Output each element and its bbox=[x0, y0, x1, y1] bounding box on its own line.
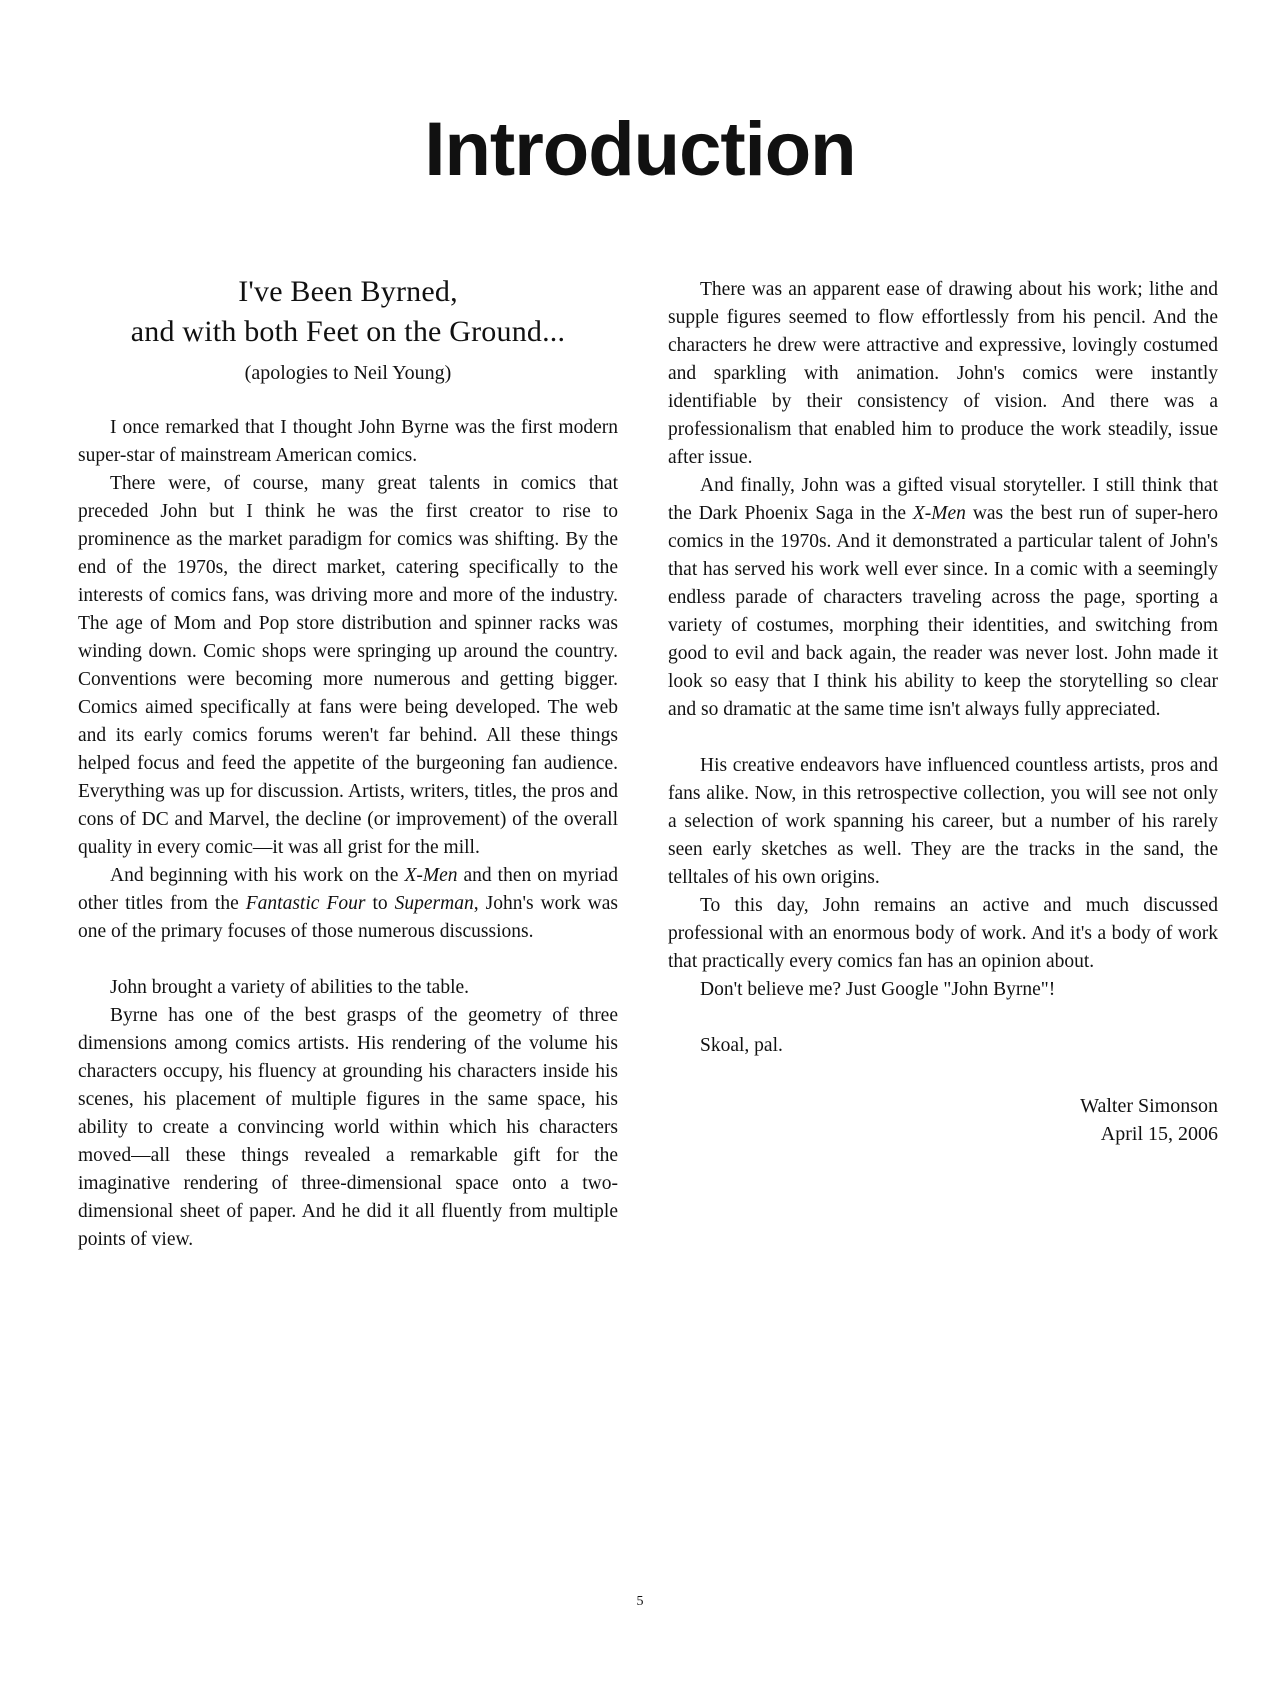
superman-title: Superman bbox=[394, 893, 474, 914]
page-title: Introduction bbox=[424, 107, 856, 192]
left-paragraph-3 bbox=[78, 862, 618, 946]
right-paragraph-1: There was an apparent ease of drawing about his work; lithe and supple figures seemed to flow effortlessly from his pencil. And the characters he drew were attractive and expressive, lovingly costumed and sparkling with animation. John's comics were instantly identifiable by their consistency of vision. And there was a professionalism that enabled him to produce the work steadily, issue after issue. bbox=[668, 279, 1218, 468]
right-column bbox=[668, 276, 1218, 1148]
left-paragraph-3-part-c: to bbox=[365, 893, 395, 914]
heading-subtitle: (apologies to Neil Young) bbox=[244, 362, 452, 384]
left-paragraph-4: John brought a variety of abilities to the table. bbox=[110, 977, 470, 998]
right-paragraph-2 bbox=[668, 472, 1218, 724]
right-paragraph-3: His creative endeavors have influenced countless artists, pros and fans alike. Now, in this retrospective collection, you will see not only a selection of work spanning his career, but a number of his rarely seen early sketches as well. They are the tracks in the sand, the telltales of his own origins. bbox=[668, 755, 1218, 888]
page-number: 5 bbox=[636, 1594, 644, 1609]
right-paragraph-2-part-a: And finally, John was a gifted visual storyteller. I still think that the Dark Phoenix Saga in the bbox=[668, 475, 1218, 524]
heading-line-2: and with both Feet on the Ground... bbox=[130, 315, 566, 348]
article-heading bbox=[78, 272, 618, 388]
fantastic-four-title: Fantastic Four bbox=[245, 893, 366, 914]
left-paragraph-5: Byrne has one of the best grasps of the geometry of three dimensions among comics artists. His rendering of the volume his characters occupy, his fluency at grounding his characters inside his scenes, his placement of multiple figures in the same space, his ability to create a convincing world within which his characters moved—all these things revealed a remarkable gift for the imaginative rendering of three-dimensional space onto a two-dimensional sheet of paper. And he did it all fluently from multiple points of view. bbox=[78, 1005, 618, 1250]
xmen-title-right: X-Men bbox=[912, 503, 966, 524]
signoff: Skoal, pal. bbox=[700, 1035, 783, 1056]
right-paragraph-4: To this day, John remains an active and much discussed professional with an enormous body of work. And it's a body of work that practically every comics fan has an opinion about. bbox=[668, 895, 1218, 972]
left-paragraph-3-part-d: , John's work was one of the primary focuses of those numerous discussions. bbox=[78, 893, 618, 942]
xmen-title: X-Men bbox=[404, 865, 458, 886]
heading-line-1: I've Been Byrned, bbox=[238, 275, 458, 308]
right-paragraph-5: Don't believe me? Just Google "John Byrne"! bbox=[700, 979, 1056, 1000]
author-name: Walter Simonson bbox=[1080, 1095, 1218, 1117]
left-paragraph-1: I once remarked that I thought John Byrne was the first modern super-star of mainstream American comics. bbox=[78, 417, 618, 466]
right-paragraph-2-part-b: was the best run of super-hero comics in the 1970s. And it demonstrated a particular talent of John's that has served his work well ever since. In a comic with a seemingly endless parade of characters traveling across the page, sporting a variety of costumes, morphing their identities, and switching from good to evil and back again, the reader was never lost. John made it look so easy that I think his ability to keep the storytelling so clear and so dramatic at the same time isn't always fully appreciated. bbox=[668, 503, 1218, 720]
left-paragraph-3-part-a: And beginning with his work on the bbox=[110, 865, 405, 886]
left-column bbox=[78, 414, 618, 1254]
signature-block bbox=[668, 1092, 1218, 1148]
signature-date: April 15, 2006 bbox=[1100, 1123, 1218, 1145]
left-paragraph-2: There were, of course, many great talents in comics that preceded John but I think he was the first creator to rise to prominence as the market paradigm for comics was shifting. By the end of the 1970s, the direct market, catering specifically to the interests of comics fans, was driving more and more of the industry. The age of Mom and Pop store distribution and spinner racks was winding down. Comic shops were springing up around the country. Conventions were becoming more numerous and getting bigger. Comics aimed specifically at fans were being developed. The web and its early comics forums weren't far behind. All these things helped focus and feed the appetite of the burgeoning fan audience. Everything was up for discussion. Artists, writers, titles, the pros and cons of DC and Marvel, the decline (or improvement) of the overall quality in every comic—it was all grist for the mill. bbox=[78, 473, 618, 858]
left-paragraph-3-part-b: and then on myriad other titles from the bbox=[78, 865, 618, 914]
